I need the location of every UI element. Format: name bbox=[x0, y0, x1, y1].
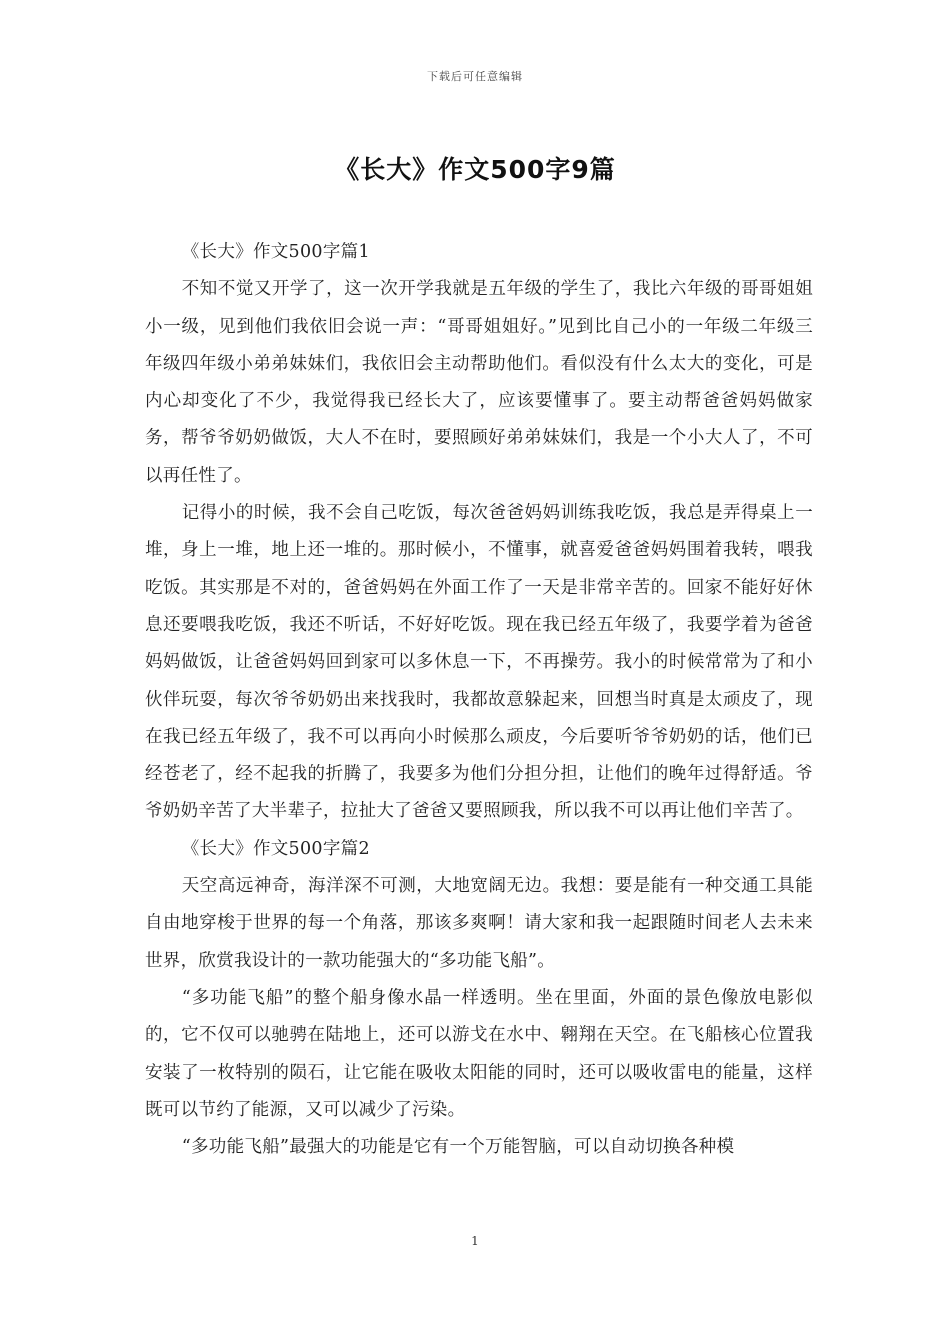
section-heading-2: 《长大》作文500字篇2 bbox=[181, 838, 370, 859]
section-heading-1: 《长大》作文500字篇1 bbox=[181, 242, 370, 262]
paragraph: 天空高远神奇，海洋深不可测，大地宽阔无边。我想：要是能有一种交通工具能自由地穿梭于世界的每一个角落，那该多爽啊！请大家和我一起跟随时间老人去未来世界，欣赏我设计的一款功能强大的“多功能飞船”。 bbox=[145, 876, 813, 971]
page-number: 1 bbox=[471, 1234, 479, 1248]
paragraph: 记得小的时候，我不会自己吃饭，每次爸爸妈妈训练我吃饭，我总是弄得桌上一堆，身上一堆，地上还一堆的。那时候小，不懂事，就喜爱爸爸妈妈围着我转，喂我吃饭。其实那是不对的，爸爸妈妈在外面工作了一天是非常辛苦的。回家不能好好休息还要喂我吃饭，我还不听话，不好好吃饭。现在我已经五年级了，我要学着为爸爸妈妈做饭，让爸爸妈妈回到家可以多休息一下，不再操劳。我小的时候常常为了和小伙伴玩耍，每次爷爷奶奶出来找我时，我都故意躲起来，回想当时真是太顽皮了，现在我已经五年级了，我不可以再向小时候那么顽皮，今后要听爷爷奶奶的话，他们已经苍老了，经不起我的折腾了，我要多为他们分担分担，让他们的晚年过得舒适。爷爷奶奶辛苦了大半辈子，拉扯大了爸爸又要照顾我，所以我不可以再让他们辛苦了。 bbox=[145, 503, 813, 822]
document-title: 《长大》作文500字9篇 bbox=[334, 155, 616, 184]
paragraph: “多功能飞船”最强大的功能是它有一个万能智脑，可以自动切换各种模 bbox=[181, 1137, 735, 1158]
paragraph: 不知不觉又开学了，这一次开学我就是五年级的学生了，我比六年级的哥哥姐姐小一级，见到他们我依旧会说一声：“哥哥姐姐好。”见到比自己小的一年级二年级三年级四年级小弟弟妹妹们，我依旧会主动帮助他们。看似没有什么太大的变化，可是内心却变化了不少，我觉得我已经长大了，应该要懂事了。要主动帮爸爸妈妈做家务，帮爷爷奶奶做饭，大人不在时，要照顾好弟弟妹妹们，我是一个小大人了，不可以再任性了。 bbox=[145, 279, 813, 486]
document-body bbox=[145, 234, 813, 1166]
header-note: 下载后可任意编辑 bbox=[427, 70, 523, 83]
paragraph: “多功能飞船”的整个船身像水晶一样透明。坐在里面，外面的景色像放电影似的，它不仅可以驰骋在陆地上，还可以游戈在水中、翱翔在天空。在飞船核心位置我安装了一枚特别的陨石，让它能在吸收太阳能的同时，还可以吸收雷电的能量，这样既可以节约了能源，又可以减少了污染。 bbox=[145, 987, 813, 1120]
